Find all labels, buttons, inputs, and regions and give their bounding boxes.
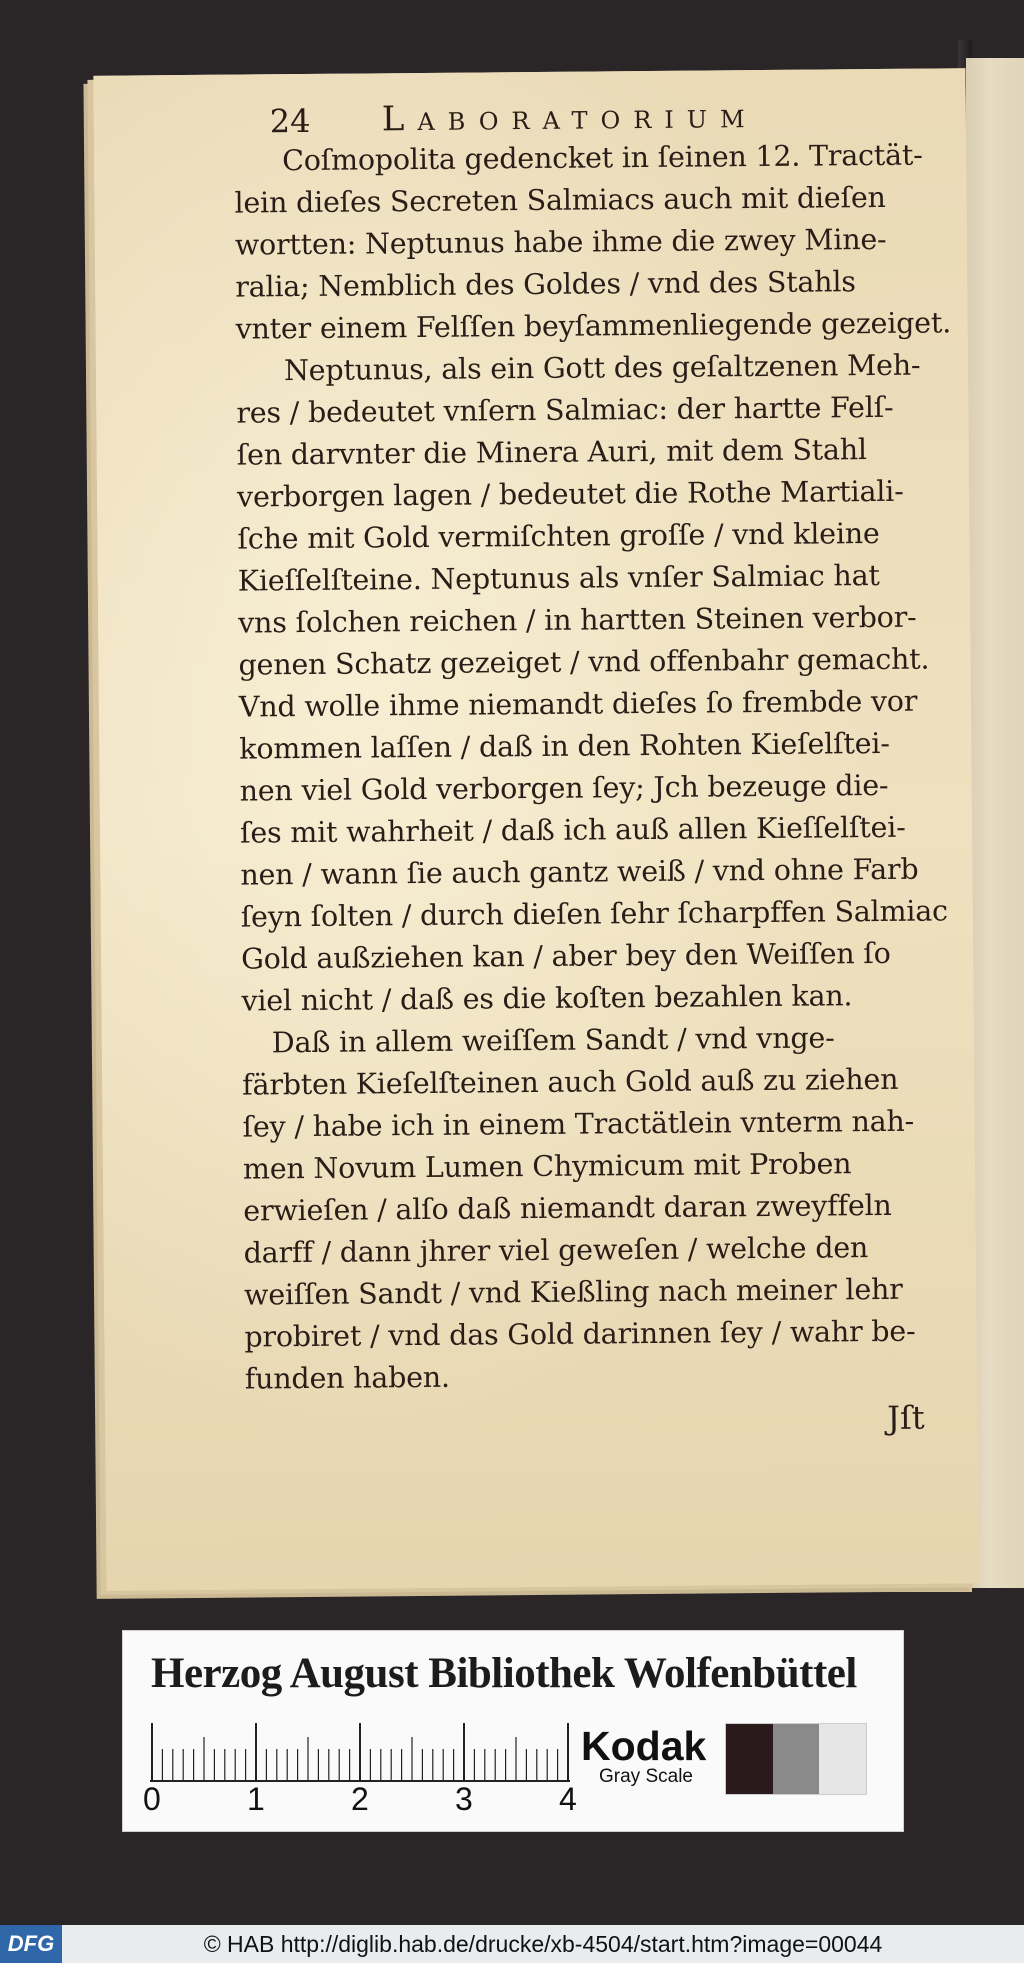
text-line: nen / wann ſie auch gantz weiß / vnd ohne Farb [240,852,919,892]
text-line: Kieſſelſteine. Neptunus als vnſer Salmiac hat [237,558,880,598]
ruler-ticks [150,1723,570,1783]
text-line: ralia; Nemblich des Goldes / vnd des Stahls [235,265,856,304]
text-line: Vnd wolle ihme niemandt dieſes ſo frembde vor [238,684,918,724]
scale-number: 4 [559,1781,577,1817]
text-line: vns ſolchen reichen / in hartten Steinen verbor- [238,600,917,640]
kodak-logo: Kodak [581,1723,707,1769]
text-line: Gold außziehen kan / aber bey den Weiſſen ſo [240,936,891,976]
text-line: ſen darvnter die Minera Auri, mit dem Stahl [236,433,867,472]
gray-patch [773,1724,820,1794]
text-line: färbten Kieſelſteinen auch Gold auß zu ziehen [242,1062,899,1102]
body-text [234,135,952,1401]
gray-scale-patches [725,1723,867,1795]
text-line: weiſſen Sandt / vnd Kießling nach meiner lehr [243,1272,903,1312]
page-number: 24 [269,101,311,141]
text-line: genen Schatz gezeiget / vnd offenbahr gemacht. [238,642,930,682]
text-line: darff / dann jhrer viel geweſen / welche den [243,1231,869,1270]
scale-number: 1 [247,1781,265,1817]
ruler [150,1723,570,1783]
text-line: lein dieſes Secreten Salmiacs auch mit dieſen [234,180,886,220]
text-line: men Novum Lumen Chymicum mit Proben [242,1147,852,1186]
text-line: ſche mit Gold vermiſchten groſſe / vnd kleine [237,516,880,556]
library-name: Herzog August Bibliothek Wolfenbüttel [151,1650,857,1697]
text-line: kommen laſſen / daß in den Rohten Kieſelſtei- [239,726,890,766]
text-line: res / bedeutet vnſern Salmiac: der hartte Felſ- [236,390,894,430]
gray-scale-label: Gray Scale [599,1766,693,1787]
text-line: probiret / vnd das Gold darinnen ſey / wahr be- [244,1314,916,1354]
scale-number: 2 [351,1781,369,1817]
text-line: verborgen lagen / bedeutet die Rothe Martiali- [236,474,904,514]
text-line: Neptunus, als ein Gott des geſaltzenen Meh- [283,348,921,388]
text-line: Coſmopolita gedencket in ſeinen 12. Tractät- [282,138,923,178]
text-line: nen viel Gold verborgen ſey; Jch bezeuge die- [239,768,889,808]
text-line: Daß in allem weiſſem Sandt / vnd vnge- [271,1021,835,1060]
text-line: erwieſen / alſo daß niemandt daran zweyffeln [243,1188,892,1228]
scale-number: 3 [455,1781,473,1817]
footer-bar [0,1925,1024,1963]
book-page [93,68,978,1591]
text-line: ſeyn ſolten / durch dieſen ſehr ſcharpffen Salmiac [240,894,948,934]
gray-patch [819,1724,866,1794]
text-line: funden haben. [244,1360,450,1396]
running-title: Laboratorium [381,96,758,140]
gray-patch [726,1724,773,1794]
text-line: vnter einem Felſſen beyſammenliegende gezeiget. [235,306,952,346]
scale-number: 0 [143,1781,161,1817]
text-line: ſey / habe ich in einem Tractätlein vnterm nah- [242,1104,915,1144]
text-line: wortten: Neptunus habe ihme die zwey Mine- [234,222,887,262]
catchword: Jſt [886,1398,925,1437]
copyright-url[interactable]: © HAB http://diglib.hab.de/drucke/xb-4504/start.htm?image=00044 [203,1930,883,1957]
text-line: viel nicht / daß es die koſten bezahlen kan. [241,979,853,1018]
color-calibration-card [122,1630,904,1832]
dfg-logo[interactable]: DFG [0,1925,62,1963]
text-line: ſes mit wahrheit / daß ich auß allen Kieſſelſtei- [239,810,906,850]
